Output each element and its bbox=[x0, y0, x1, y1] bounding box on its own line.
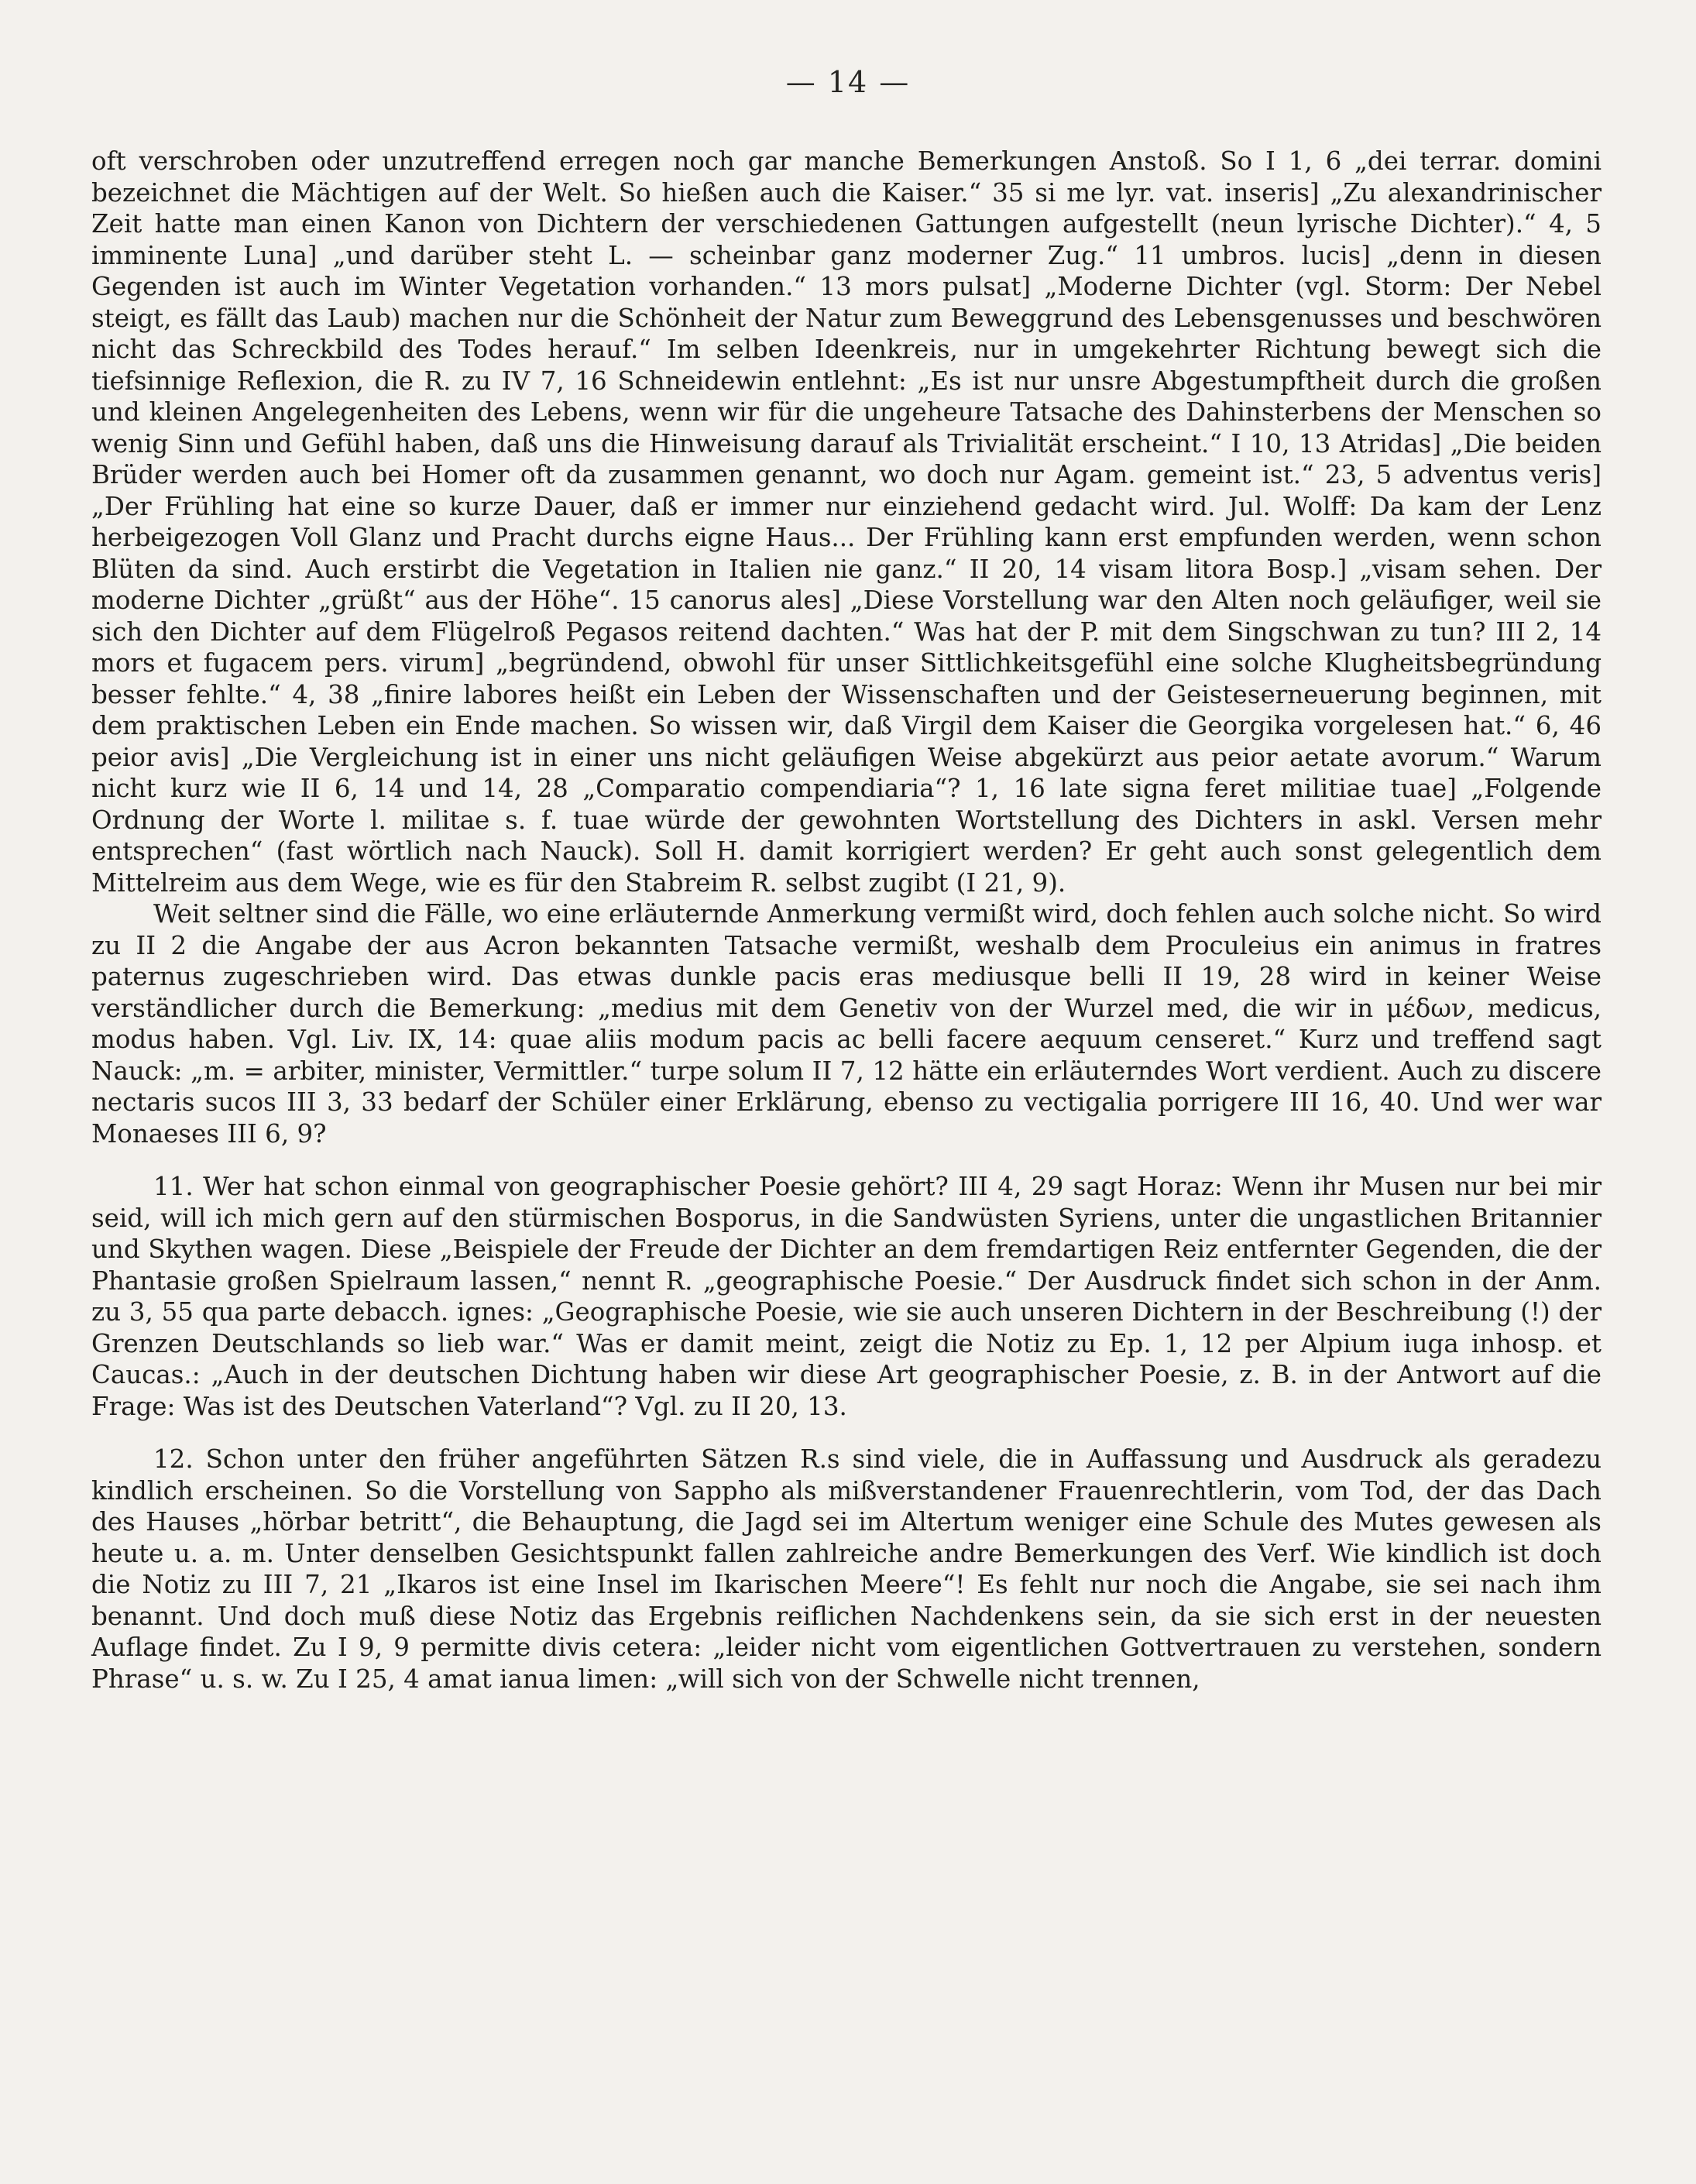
paragraph-4: 12. Schon unter den früher angeführten Sätzen R.s sind viele, die in Auffassung und Ausdruck als geradezu kindlich erscheinen. So die Vorstellung von Sappho als mißverstandener Frauenrechtlerin, vom Tod, der das Dach des Hauses „hörbar betritt“, die Behauptung, die Jagd sei im Altertum weniger eine Schule des Mutes gewesen als heute u. a. m. Unter denselben Gesichtspunkt fallen zahlreiche andre Bemerkungen des Verf. Wie kindlich ist doch die Notiz zu III 7, 21 „Ikaros ist eine Insel im Ikarischen Meere“! Es fehlt nur noch die Angabe, sie sei nach ihm benannt. Und doch muß diese Notiz das Ergebnis reiflichen Nachdenkens sein, da sie sich erst in der neuesten Auflage findet. Zu I 9, 9 permitte divis cetera: „leider nicht vom eigentlichen Gottvertrauen zu verstehen, sondern Phrase“ u. s. w. Zu I 25, 4 amat ianua limen: „will sich von der Schwelle nicht trennen, bbox=[91, 1444, 1602, 1694]
paragraph-2: Weit seltner sind die Fälle, wo eine erläuternde Anmerkung vermißt wird, doch fehlen auch solche nicht. So wird zu II 2 die Angabe der aus Acron bekannten Tatsache vermißt, weshalb dem Proculeius ein animus in fratres paternus zugeschrieben wird. Das etwas dunkle pacis eras mediusque belli II 19, 28 wird in keiner Weise verständlicher durch die Bemerkung: „medius mit dem Genetiv von der Wurzel med, die wir in μέδων, medicus, modus haben. Vgl. Liv. IX, 14: quae aliis modum pacis ac belli facere aequum censeret.“ Kurz und treffend sagt Nauck: „m. = arbiter, minister, Vermittler.“ turpe solum II 7, 12 hätte ein erläuterndes Wort verdient. Auch zu discere nectaris sucos III 3, 33 bedarf der Schüler einer Erklärung, ebenso zu vectigalia porrigere III 16, 40. Und wer war Monaeses III 6, 9? bbox=[91, 899, 1602, 1149]
page-number: — 14 — bbox=[785, 65, 911, 99]
paragraph-3: 11. Wer hat schon einmal von geographischer Poesie gehört? III 4, 29 sagt Horaz: Wenn ihr Musen nur bei mir seid, will ich mich gern auf den stürmischen Bosporus, in die Sandwüsten Syriens, unter die ungastlichen Britannier und Skythen wagen. Diese „Beispiele der Freude der Dichter an dem fremdartigen Reiz entfernter Gegenden, die der Phantasie großen Spielraum lassen,“ nennt R. „geographische Poesie.“ Der Ausdruck findet sich schon in der Anm. zu 3, 55 qua parte debacch. ignes: „Geographische Poesie, wie sie auch unseren Dichtern in der Beschreibung (!) der Grenzen Deutschlands so lieb war.“ Was er damit meint, zeigt die Notiz zu Ep. 1, 12 per Alpium iuga inhosp. et Caucas.: „Auch in der deutschen Dichtung haben wir diese Art geographischer Poesie, z. B. in der Antwort auf die Frage: Was ist des Deutschen Vaterland“? Vgl. zu II 20, 13. bbox=[91, 1172, 1602, 1421]
body-text bbox=[91, 146, 1602, 1695]
paragraph-1: oft verschroben oder unzutreffend erregen noch gar manche Bemerkungen Anstoß. So I 1, 6 „dei terrar. domini bezeichnet die Mächtigen auf der Welt. So hießen auch die Kaiser.“ 35 si me lyr. vat. inseris] „Zu alexandrinischer Zeit hatte man einen Kanon von Dichtern der verschiedenen Gattungen aufgestellt (neun lyrische Dichter).“ 4, 5 imminente Luna] „und darüber steht L. — scheinbar ganz moderner Zug.“ 11 umbros. lucis] „denn in diesen Gegenden ist auch im Winter Vegetation vorhanden.“ 13 mors pulsat] „Moderne Dichter (vgl. Storm: Der Nebel steigt, es fällt das Laub) machen nur die Schönheit der Natur zum Beweggrund des Lebensgenusses und beschwören nicht das Schreckbild des Todes herauf.“ Im selben Ideenkreis, nur in umgekehrter Richtung bewegt sich die tiefsinnige Reflexion, die R. zu IV 7, 16 Schneidewin entlehnt: „Es ist nur unsre Abgestumpftheit durch die großen und kleinen Angelegenheiten des Lebens, wenn wir für die ungeheure Tatsache des Dahinsterbens der Menschen so wenig Sinn und Gefühl haben, daß uns die Hinweisung darauf als Trivialität erscheint.“ I 10, 13 Atridas] „Die beiden Brüder werden auch bei Homer oft da zusammen genannt, wo doch nur Agam. gemeint ist.“ 23, 5 adventus veris] „Der Frühling hat eine so kurze Dauer, daß er immer nur einziehend gedacht wird. Jul. Wolff: Da kam der Lenz herbeigezogen Voll Glanz und Pracht durchs eigne Haus... Der Frühling kann erst empfunden werden, wenn schon Blüten da sind. Auch erstirbt die Vegetation in Italien nie ganz.“ II 20, 14 visam litora Bosp.] „visam sehen. Der moderne Dichter „grüßt“ aus der Höhe“. 15 canorus ales] „Diese Vorstellung war den Alten noch geläufiger, weil sie sich den Dichter auf dem Flügelroß Pegasos reitend dachten.“ Was hat der P. mit dem Singschwan zu tun? III 2, 14 mors et fugacem pers. virum] „begründend, obwohl für unser Sittlichkeitsgefühl eine solche Klugheitsbegründung besser fehlte.“ 4, 38 „finire labores heißt ein Leben der Wissenschaften und der Geisteserneuerung beginnen, mit dem praktischen Leben ein Ende machen. So wissen wir, daß Virgil dem Kaiser die Georgika vorgelesen hat.“ 6, 46 peior avis] „Die Vergleichung ist in einer uns nicht geläufigen Weise abgekürzt aus peior aetate avorum.“ Warum nicht kurz wie II 6, 14 und 14, 28 „Comparatio compendiaria“? 1, 16 late signa feret militiae tuae] „Folgende Ordnung der Worte l. militae s. f. tuae würde der gewohnten Wortstellung des Dichters in askl. Versen mehr entsprechen“ (fast wörtlich nach Nauck). Soll H. damit korrigiert werden? Er geht auch sonst gelegentlich dem Mittelreim aus dem Wege, wie es für den Stabreim R. selbst zugibt (I 21, 9). bbox=[91, 146, 1602, 898]
